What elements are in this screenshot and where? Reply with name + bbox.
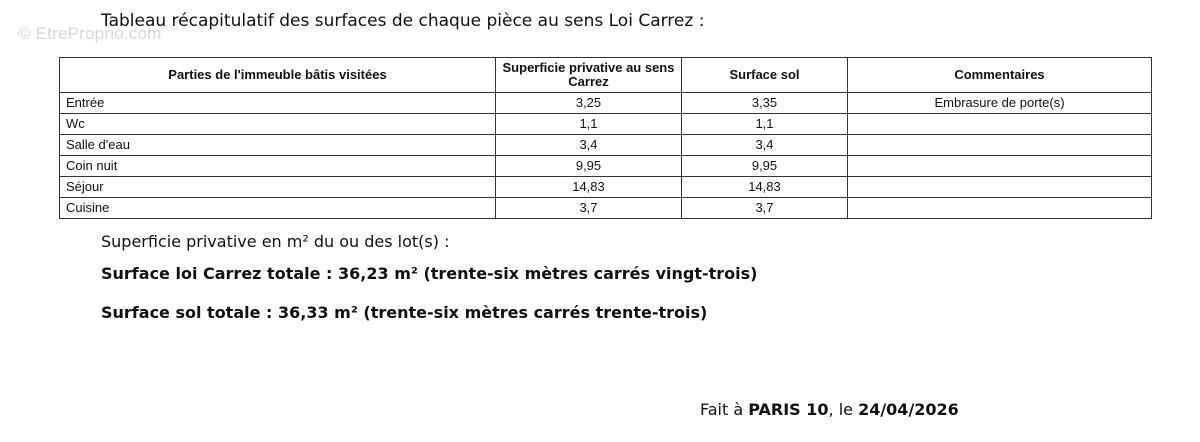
- signature-line: [700, 400, 959, 419]
- cell-piece: Salle d'eau: [60, 135, 496, 156]
- document-title: Tableau récapitulatif des surfaces de chaque pièce au sens Loi Carrez :: [101, 11, 705, 31]
- cell-piece: Entrée: [60, 93, 496, 114]
- cell-comment: [848, 156, 1152, 177]
- cell-sol: 3,4: [682, 135, 848, 156]
- table-row: [60, 198, 1152, 219]
- superficie-label: Superficie privative en m² du ou des lot(s) :: [101, 232, 450, 251]
- table-row: [60, 93, 1152, 114]
- header-surface-sol: Surface sol: [682, 58, 848, 93]
- signature-middle: , le: [828, 400, 859, 419]
- cell-piece: Coin nuit: [60, 156, 496, 177]
- cell-carrez: 3,4: [496, 135, 682, 156]
- sol-total: Surface sol totale : 36,33 m² (trente-six mètres carrés trente-trois): [101, 303, 708, 322]
- table-row: [60, 177, 1152, 198]
- signature-city: PARIS 10: [748, 400, 829, 419]
- signature-prefix: Fait à: [700, 400, 749, 419]
- cell-comment: [848, 177, 1152, 198]
- cell-comment: [848, 135, 1152, 156]
- table-header-row: [60, 58, 1152, 93]
- watermark-logo: © EtreProprio.com: [18, 24, 162, 43]
- header-parties: Parties de l'immeuble bâtis visitées: [60, 58, 496, 93]
- cell-piece: Séjour: [60, 177, 496, 198]
- cell-sol: 9,95: [682, 156, 848, 177]
- carrez-total: Surface loi Carrez totale : 36,23 m² (trente-six mètres carrés vingt-trois): [101, 264, 758, 283]
- cell-carrez: 3,7: [496, 198, 682, 219]
- table-row: [60, 156, 1152, 177]
- cell-comment: [848, 198, 1152, 219]
- cell-sol: 1,1: [682, 114, 848, 135]
- table-row: [60, 114, 1152, 135]
- cell-carrez: 3,25: [496, 93, 682, 114]
- cell-piece: Cuisine: [60, 198, 496, 219]
- cell-carrez: 14,83: [496, 177, 682, 198]
- cell-sol: 3,35: [682, 93, 848, 114]
- cell-comment: [848, 114, 1152, 135]
- cell-sol: 14,83: [682, 177, 848, 198]
- signature-date: 24/04/2026: [858, 400, 959, 419]
- header-superficie-carrez: Superficie privative au sens Carrez: [496, 58, 682, 93]
- header-commentaires: Commentaires: [848, 58, 1152, 93]
- cell-comment: Embrasure de porte(s): [848, 93, 1152, 114]
- cell-sol: 3,7: [682, 198, 848, 219]
- cell-carrez: 1,1: [496, 114, 682, 135]
- cell-carrez: 9,95: [496, 156, 682, 177]
- cell-piece: Wc: [60, 114, 496, 135]
- table-row: [60, 135, 1152, 156]
- surfaces-table: [59, 57, 1152, 219]
